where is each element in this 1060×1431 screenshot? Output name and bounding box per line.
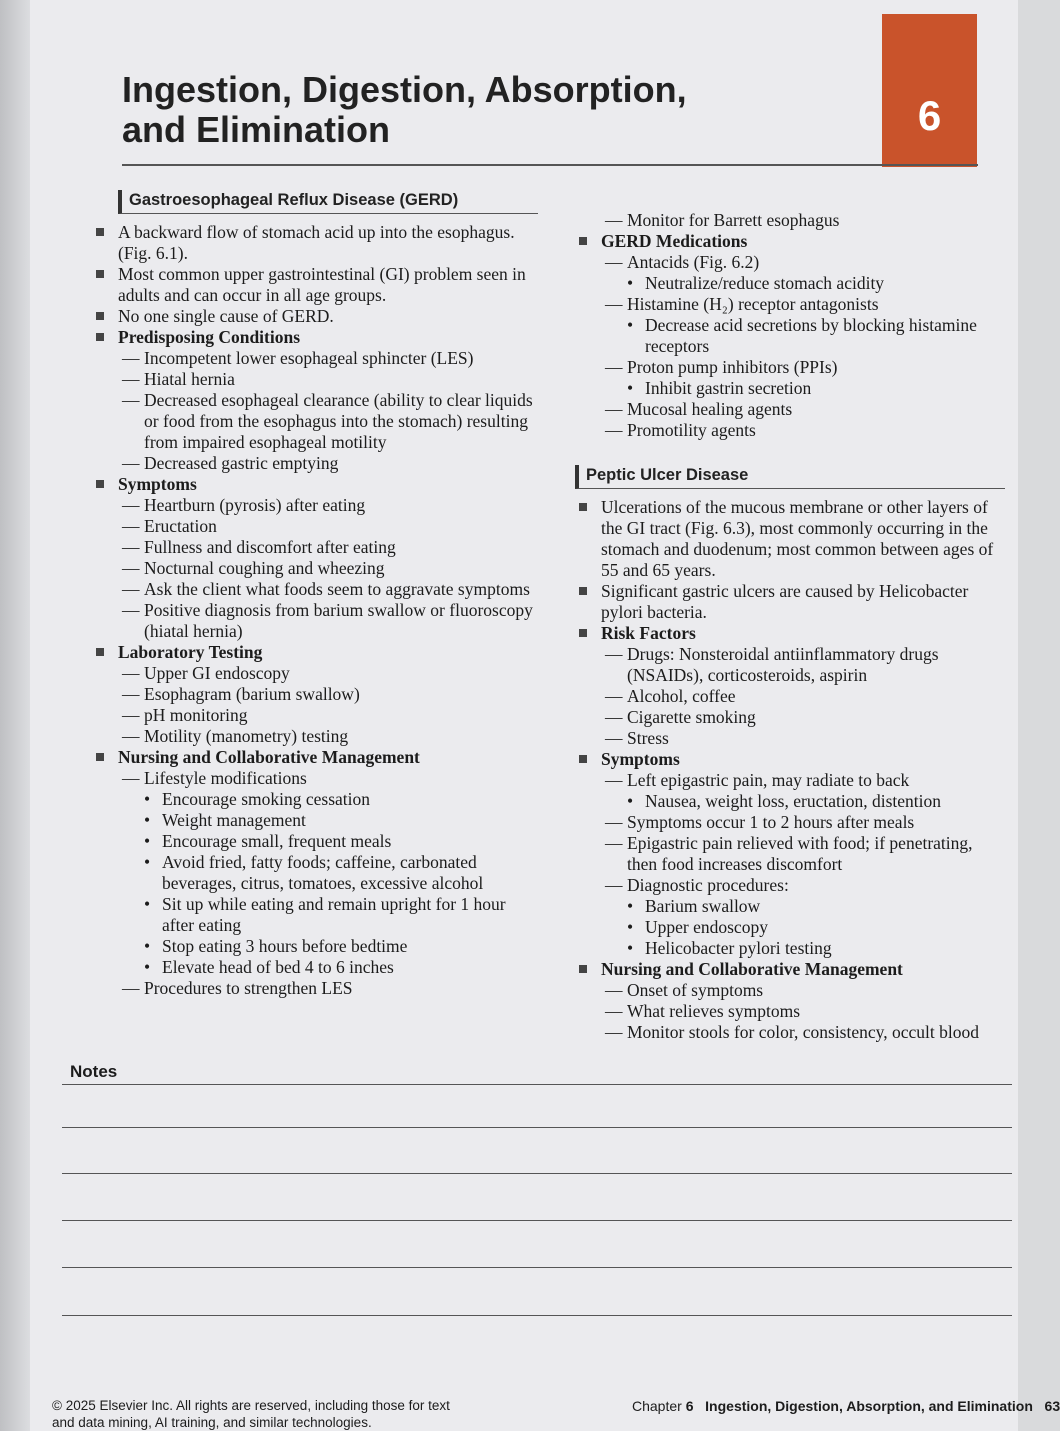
bullet-item: Significant gastric ulcers are caused by Helicobacter pylori bacteria. [575, 581, 1005, 623]
right-column [575, 210, 1005, 1043]
dot-item: • Weight management [92, 810, 538, 831]
dash-item: — Incompetent lower esophageal sphincter (LES) [92, 348, 538, 369]
gerd-continued-list [575, 210, 1005, 441]
dash-item: — Mucosal healing agents [575, 399, 1005, 420]
title-rule [122, 164, 978, 166]
dash-item: — Esophagram (barium swallow) [92, 684, 538, 705]
dot-item: • Nausea, weight loss, eructation, distention [575, 791, 1005, 812]
subsection-heading: Symptoms [92, 474, 538, 495]
dash-item: — Onset of symptoms [575, 980, 1005, 1001]
dash-item: — Antacids (Fig. 6.2) [575, 252, 1005, 273]
dash-item: — Diagnostic procedures: [575, 875, 1005, 896]
dash-item: — Eructation [92, 516, 538, 537]
chapter-number: 6 [917, 92, 942, 139]
bullet-item: Most common upper gastrointestinal (GI) problem seen in adults and can occur in all age groups. [92, 264, 538, 306]
dash-item: — What relieves symptoms [575, 1001, 1005, 1022]
bullet-item: No one single cause of GERD. [92, 306, 538, 327]
chapter-tab [882, 14, 977, 167]
chapter-title-line1: Ingestion, Digestion, Absorption, [122, 69, 687, 110]
notes-line[interactable] [62, 1084, 1012, 1085]
dash-item: — Upper GI endoscopy [92, 663, 538, 684]
footer-chapter-prefix: Chapter [632, 1398, 682, 1414]
notes-line[interactable] [62, 1315, 1012, 1316]
dash-item: — Procedures to strengthen LES [92, 978, 538, 999]
dot-item: • Barium swallow [575, 896, 1005, 917]
dot-item: • Elevate head of bed 4 to 6 inches [92, 957, 538, 978]
notes-line[interactable] [62, 1127, 1012, 1128]
dash-item: — Hiatal hernia [92, 369, 538, 390]
footer-page-number: 63 [1044, 1398, 1060, 1414]
dash-item: — Left epigastric pain, may radiate to back [575, 770, 1005, 791]
dash-item: — Drugs: Nonsteroidal antiinflammatory drugs (NSAIDs), corticosteroids, aspirin [575, 644, 1005, 686]
dash-item: — Proton pump inhibitors (PPIs) [575, 357, 1005, 378]
footer-chapter-number: 6 [685, 1398, 694, 1414]
dot-item: • Decrease acid secretions by blocking histamine receptors [575, 315, 1005, 357]
dash-item: — Epigastric pain relieved with food; if penetrating, then food increases discomfort [575, 833, 1005, 875]
dot-item: • Encourage smoking cessation [92, 789, 538, 810]
section-gap [575, 441, 1005, 465]
notes-line[interactable] [62, 1220, 1012, 1221]
notes-line[interactable] [62, 1267, 1012, 1268]
dash-item: — Stress [575, 728, 1005, 749]
subsection-heading: Nursing and Collaborative Management [92, 747, 538, 768]
chapter-title [122, 70, 842, 150]
dash-item: — Fullness and discomfort after eating [92, 537, 538, 558]
gerd-heading: Gastroesophageal Reflux Disease (GERD) [118, 190, 538, 214]
dash-item: — Positive diagnosis from barium swallow or fluoroscopy (hiatal hernia) [92, 600, 538, 642]
chapter-title-line2: and Elimination [122, 109, 391, 150]
dash-item: — Promotility agents [575, 420, 1005, 441]
dash-item: — Decreased esophageal clearance (ability to clear liquids or food from the esophagus into the stomach) resulting from impaired esophageal motility [92, 390, 538, 453]
subsection-heading: Symptoms [575, 749, 1005, 770]
footer-running-head [632, 1397, 1060, 1415]
dash-item: — Monitor for Barrett esophagus [575, 210, 1005, 231]
left-column [92, 190, 538, 999]
pud-heading: Peptic Ulcer Disease [575, 465, 1005, 489]
dot-item: • Avoid fried, fatty foods; caffeine, carbonated beverages, citrus, tomatoes, excessive alcohol [92, 852, 538, 894]
dot-item: • Inhibit gastrin secretion [575, 378, 1005, 399]
footer-copyright: © 2025 Elsevier Inc. All rights are reserved, including those for text and data mining, AI training, and similar technologies. [52, 1398, 450, 1430]
footer-chapter-title: Ingestion, Digestion, Absorption, and Elimination [705, 1398, 1033, 1414]
page-binding-edge [0, 0, 30, 1431]
subsection-heading: Nursing and Collaborative Management [575, 959, 1005, 980]
bullet-item: Ulcerations of the mucous membrane or other layers of the GI tract (Fig. 6.3), most commonly occurring in the stomach and duodenum; most common between ages of 55 and 65 years. [575, 497, 1005, 581]
dash-item: — Alcohol, coffee [575, 686, 1005, 707]
pud-list [575, 497, 1005, 1043]
notes-label: Notes [70, 1062, 118, 1081]
subsection-heading: Predisposing Conditions [92, 327, 538, 348]
gerd-list [92, 222, 538, 999]
dash-item: — Lifestyle modifications [92, 768, 538, 789]
dot-item: • Stop eating 3 hours before bedtime [92, 936, 538, 957]
dash-item: — Monitor stools for color, consistency, occult blood [575, 1022, 1005, 1043]
dot-item: • Encourage small, frequent meals [92, 831, 538, 852]
dash-item: — Histamine (H₂) receptor antagonists [575, 294, 1005, 315]
dot-item: • Helicobacter pylori testing [575, 938, 1005, 959]
subsection-heading: Risk Factors [575, 623, 1005, 644]
dash-item: — Ask the client what foods seem to aggravate symptoms [92, 579, 538, 600]
dot-item: • Neutralize/reduce stomach acidity [575, 273, 1005, 294]
bullet-item: A backward flow of stomach acid up into the esophagus. (Fig. 6.1). [92, 222, 538, 264]
dot-item: • Sit up while eating and remain upright for 1 hour after eating [92, 894, 538, 936]
subsection-heading: GERD Medications [575, 231, 1005, 252]
dash-item: — Motility (manometry) testing [92, 726, 538, 747]
dash-item: — Symptoms occur 1 to 2 hours after meals [575, 812, 1005, 833]
dash-item: — Cigarette smoking [575, 707, 1005, 728]
subsection-heading: Laboratory Testing [92, 642, 538, 663]
dot-item: • Upper endoscopy [575, 917, 1005, 938]
dash-item: — Nocturnal coughing and wheezing [92, 558, 538, 579]
dash-item: — pH monitoring [92, 705, 538, 726]
dash-item: — Heartburn (pyrosis) after eating [92, 495, 538, 516]
notes-line[interactable] [62, 1173, 1012, 1174]
dash-item: — Decreased gastric emptying [92, 453, 538, 474]
